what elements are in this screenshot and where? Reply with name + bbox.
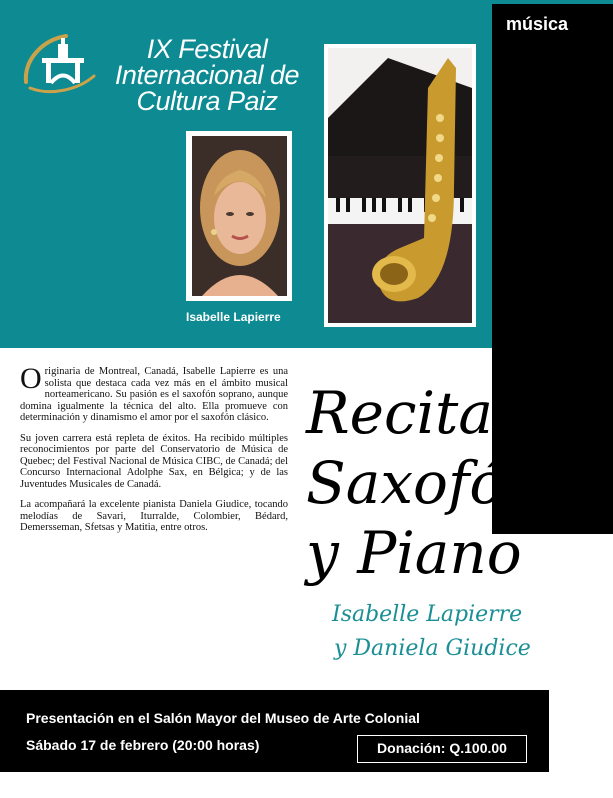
portrait-caption: Isabelle Lapierre	[186, 310, 281, 324]
festival-title-line-3: Cultura Paiz	[136, 86, 278, 116]
bio-paragraph-1	[20, 362, 288, 424]
soloist-biography	[20, 362, 288, 543]
saxophone-piano-photo	[328, 48, 472, 323]
donation-badge: Donación: Q.100.00	[357, 735, 527, 763]
performer-line-2: y Daniela Giudice	[334, 636, 531, 661]
recital-title-line-2: Saxofón	[306, 449, 542, 517]
festival-title-line-2: Internacional de	[114, 60, 300, 90]
recital-title-line-3: y Piano	[306, 519, 522, 587]
festival-title	[97, 36, 317, 114]
recital-title-line-1: Recital de	[306, 379, 602, 447]
event-date: Sábado 17 de febrero (20:00 horas)	[26, 737, 260, 753]
bio-paragraph-2: Su joven carrera está repleta de éxitos. Ha recibido múltiples reconocimientos por parte del Conservatorio de Música de Quebec; del Festival Nacional de Música CIBC, de Canadá; del Concurso Internacional Adolphe Sax, en Bélgica; y de las Juventudes Musicales de Canadá.	[20, 432, 288, 490]
event-venue: Presentación en el Salón Mayor del Museo de Arte Colonial	[26, 710, 420, 726]
bio-paragraph-3: La acompañará la excelente pianista Daniela Giudice, tocando melodías de Savari, Iturralde, Colombier, Bédard, Demersseman, Sfetsas y Matitia, entre otros.	[20, 499, 288, 533]
recital-title	[306, 378, 606, 588]
bio-dropcap: O	[20, 362, 42, 395]
bio-paragraph-1-text: riginaria de Montreal, Canadá, Isabelle Lapierre es una solista que destaca cada vez más en el ámbito musical norteamericano. Su pasión es el saxofón soprano, aunque domina igualmente la técnica del alto. Ella promueve con determinación y dinamismo el amor por el saxofón clásico.	[20, 366, 288, 423]
soloist-portrait	[192, 136, 287, 296]
performer-line-1: Isabelle Lapierre	[332, 602, 523, 627]
festival-title-line-1: IX Festival	[146, 34, 268, 64]
category-label: música	[506, 14, 569, 34]
festival-logo-icon	[20, 30, 100, 100]
performers-names	[332, 598, 531, 666]
